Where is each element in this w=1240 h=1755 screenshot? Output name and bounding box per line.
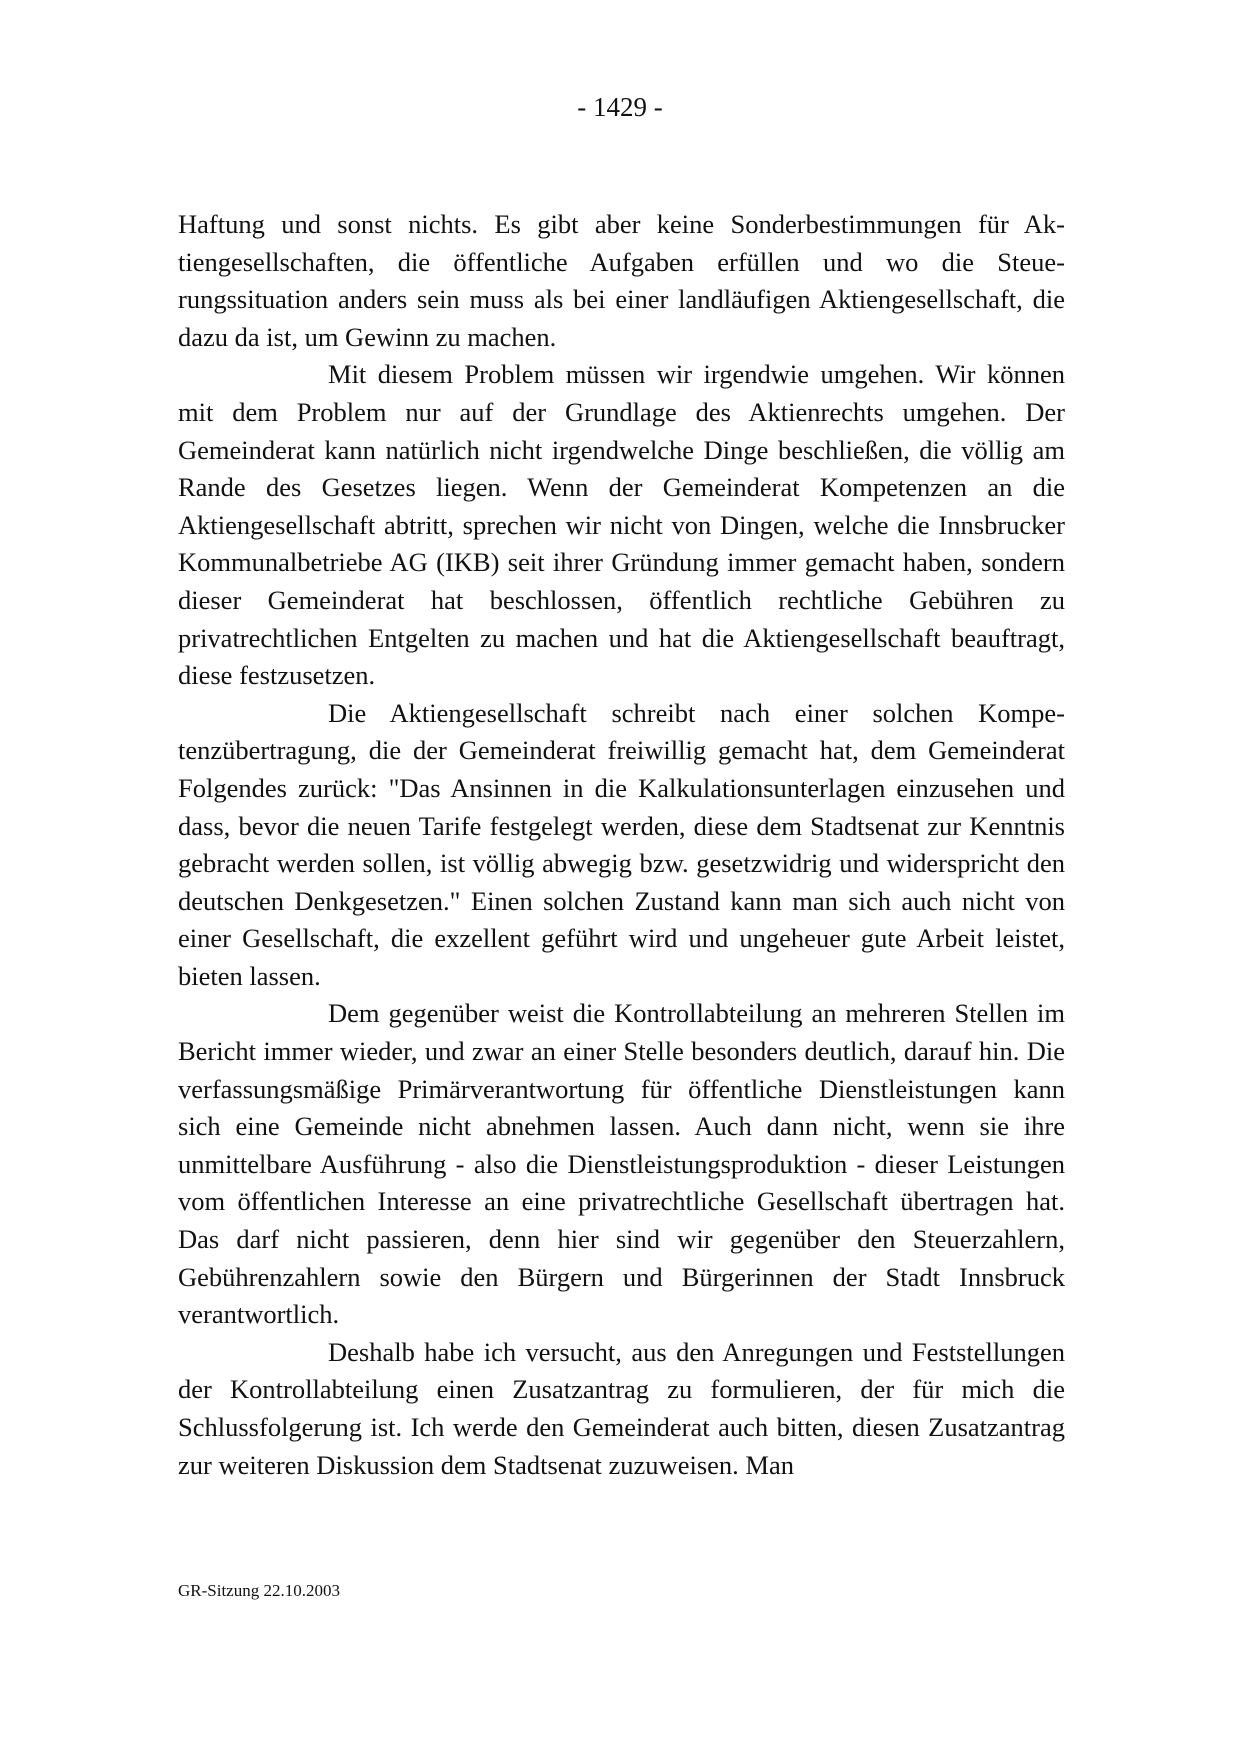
page-number: - 1429 -	[577, 92, 663, 122]
paragraph-2: Mit diesem Problem müssen wir irgendwie umgehen. Wir können mit dem Problem nur auf der Grundlage des Aktienrechts umgehen. Der Gemeinderat kann natürlich nicht irgendwelche Dinge beschließen, die völlig am Rande des Gesetzes liegen. Wenn der Gemeinderat Kompetenzen an die Aktiengesellschaft abtritt, sprechen wir nicht von Dingen, welche die Innsbrucker Kommunalbetriebe AG (IKB) seit ihrer Gründung immer gemacht haben, sondern dieser Gemeinderat hat beschlossen, öffentlich rechtliche Gebühren zu privatrechtlichen Entgelten zu machen und hat die Aktiengesellschaft beauftragt, diese festzusetzen.	[178, 359, 1065, 691]
body-text	[178, 206, 1065, 1484]
paragraph-1: Haftung und sonst nichts. Es gibt aber keine Sonderbestimmungen für Aktiengesellschaften, die öffentliche Aufgaben erfüllen und wo die Steuerungssituation anders sein muss als bei einer landläufigen Aktiengesellschaft, die dazu da ist, um Gewinn zu machen.	[178, 209, 1065, 352]
paragraph-4: Dem gegenüber weist die Kontrollabteilung an mehreren Stellen im Bericht immer wieder, und zwar an einer Stelle besonders deutlich, darauf hin. Die verfassungsmäßige Primärverantwortung für öffentliche Dienstleistungen kann sich eine Gemeinde nicht abnehmen lassen. Auch dann nicht, wenn sie ihre unmittelbare Ausführung - also die Dienstleistungsproduktion - dieser Leistungen vom öffentlichen Interesse an eine privatrechtliche Gesellschaft übertragen hat. Das darf nicht passieren, denn hier sind wir gegenüber den Steuerzahlern, Gebührenzahlern sowie den Bürgern und Bürgerinnen der Stadt Innsbruck verantwortlich.	[178, 998, 1065, 1330]
paragraph-3: Die Aktiengesellschaft schreibt nach einer solchen Kompetenzübertragung, die der Gemeinderat freiwillig gemacht hat, dem Gemeinderat Folgendes zurück: "Das Ansinnen in die Kalkulationsunterlagen einzusehen und dass, bevor die neuen Tarife festgelegt werden, diese dem Stadtsenat zur Kenntnis gebracht werden sollen, ist völlig abwegig bzw. gesetzwidrig und widerspricht den deutschen Denkgesetzen." Einen solchen Zustand kann man sich auch nicht von einer Gesellschaft, die exzellent geführt wird und ungeheuer gute Arbeit leistet, bieten lassen.	[178, 697, 1065, 991]
footer-session-date: GR-Sitzung 22.10.2003	[178, 1581, 340, 1600]
paragraph-5: Deshalb habe ich versucht, aus den Anregungen und Feststellungen der Kontrollabteilung einen Zusatzantrag zu formulieren, der für mich die Schlussfolgerung ist. Ich werde den Gemeinderat auch bitten, diesen Zusatzantrag zur weiteren Diskussion dem Stadtsenat zuzuweisen. Man	[178, 1336, 1065, 1480]
